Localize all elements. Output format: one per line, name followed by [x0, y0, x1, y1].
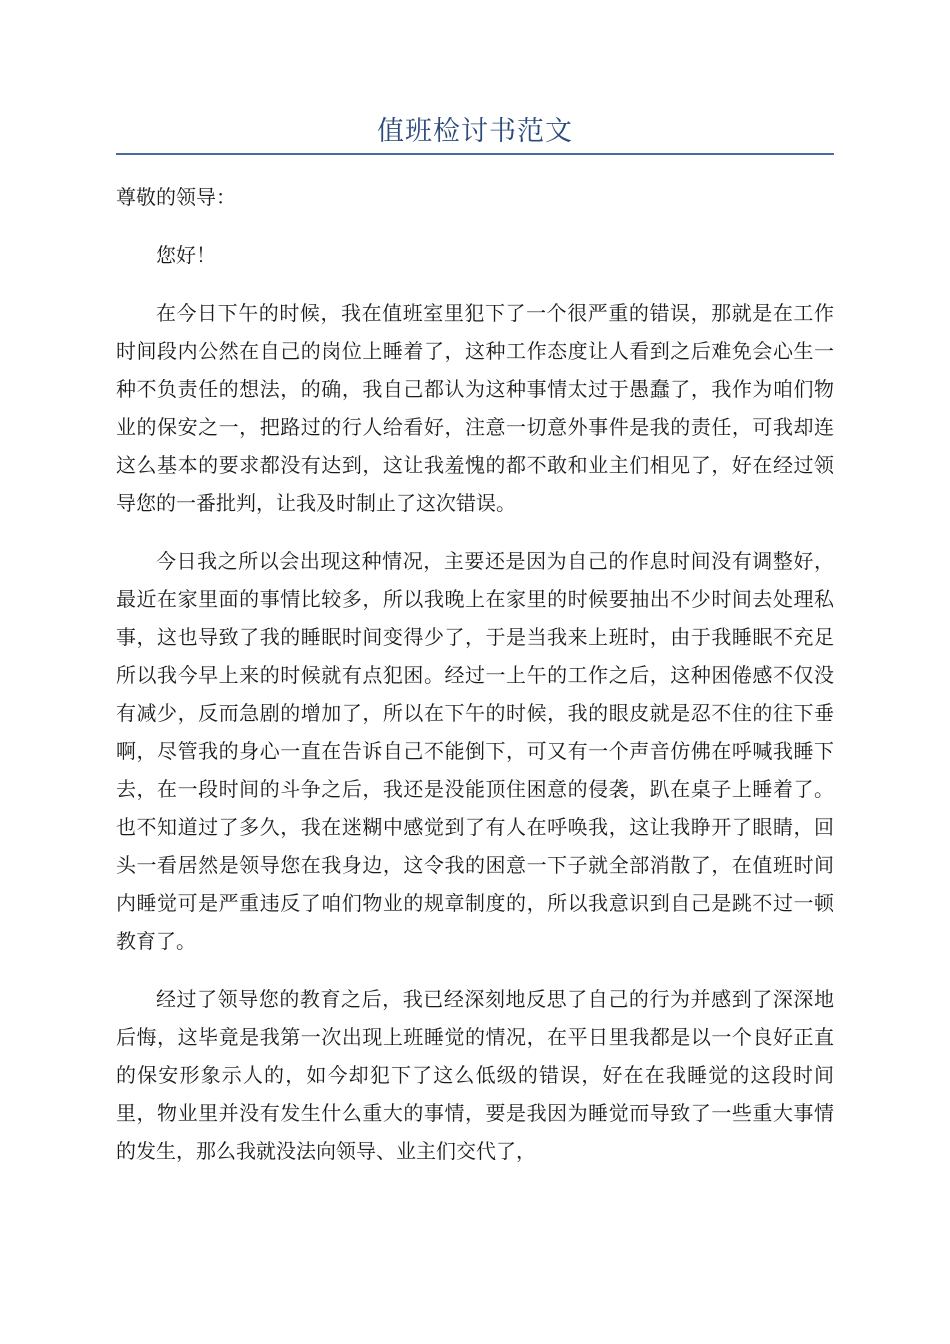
- document-title: 值班检讨书范文: [377, 116, 573, 147]
- greeting: 您好！: [156, 243, 216, 267]
- salutation: 尊敬的领导：: [116, 185, 236, 209]
- title-underline: [116, 153, 834, 155]
- paragraph-2: 今日我之所以会出现这种情况，主要还是因为自己的作息时间没有调整好，最近在家里面的事情比较多，所以我晚上在家里的时候要抽出不少时间去处理私事，这也导致了我的睡眠时间变得少了，于是当我来上班时，由于我睡眠不充足所以我今早上来的时候就有点犯困。经过一上午的工作之后，这种困倦感不仅没有减少，反而急剧的增加了，所以在下午的时候，我的眼皮就是忍不住的往下垂啊，尽管我的身心一直在告诉自己不能倒下，可又有一个声音仿佛在呼喊我睡下去，在一段时间的斗争之后，我还是没能顶住困意的侵袭，趴在桌子上睡着了。也不知道过了多久，我在迷糊中感觉到了有人在呼唤我，这让我睁开了眼睛，回头一看居然是领导您在我身边，这令我的困意一下子就全部消散了，在值班时间内睡觉可是严重违反了咱们物业的规章制度的，所以我意识到自己是跳不过一顿教育了。: [116, 549, 834, 953]
- paragraph-1: 在今日下午的时候，我在值班室里犯下了一个很严重的错误，那就是在工作时间段内公然在自己的岗位上睡着了，这种工作态度让人看到之后难免会心生一种不负责任的想法，的确，我自己都认为这种事情太过于愚蠢了，我作为咱们物业的保安之一，把路过的行人给看好，注意一切意外事件是我的责任，可我却连这么基本的要求都没有达到，这让我羞愧的都不敢和业主们相见了，好在经过领导您的一番批判，让我及时制止了这次错误。: [116, 301, 834, 515]
- paragraph-3: 经过了领导您的教育之后，我已经深刻地反思了自己的行为并感到了深深地后悔，这毕竟是我第一次出现上班睡觉的情况，在平日里我都是以一个良好正直的保安形象示人的，如今却犯下了这么低级的错误，好在在我睡觉的这段时间里，物业里并没有发生什么重大的事情，要是我因为睡觉而导致了一些重大事情的发生，那么我就没法向领导、业主们交代了，: [116, 987, 834, 1163]
- document-body: [116, 178, 834, 1170]
